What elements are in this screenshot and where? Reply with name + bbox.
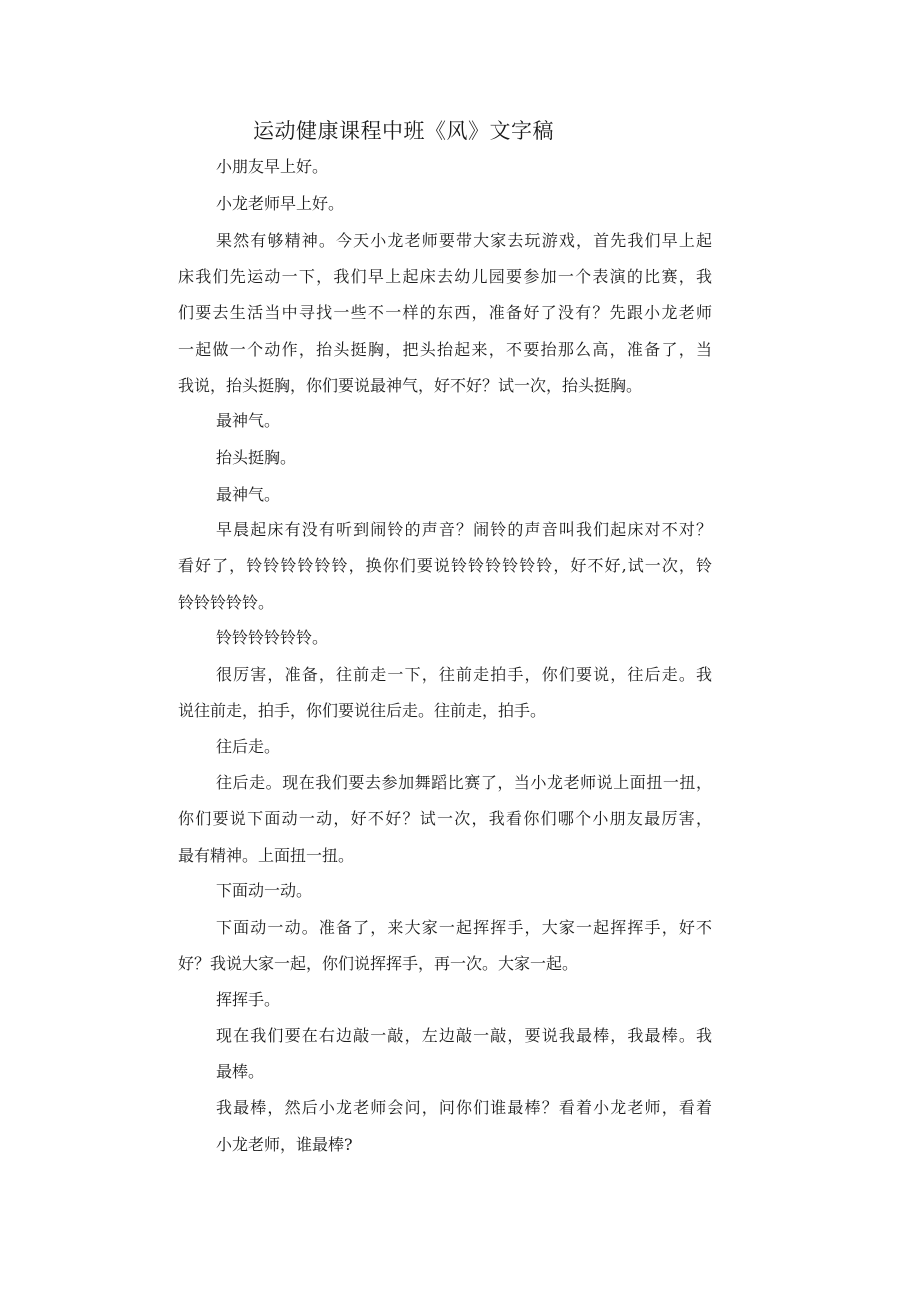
text-line: 床我们先运动一下，我们早上起床去幼儿园要参加一个表演的比赛，我 [178, 267, 712, 286]
text-line: 一起做一个动作，抬头挺胸，把头抬起来，不要抬那么高，准备了，当 [178, 340, 712, 359]
text-line: 你们要说下面动一动，好不好？试一次，我看你们哪个小朋友最厉害， [178, 809, 712, 828]
text-line: 说往前走，拍手，你们要说往后走。往前走，拍手。 [178, 701, 547, 720]
text-line: 下面动一动。准备了，来大家一起挥挥手，大家一起挥挥手，好不 [216, 918, 712, 937]
text-line: 早晨起床有没有听到闹铃的声音？闹铃的声音叫我们起床对不对？ [216, 520, 712, 539]
text-line: 最有精神。上面扭一扭。 [178, 846, 355, 865]
text-line: 小龙老师早上好。 [216, 194, 345, 213]
text-line: 往后走。现在我们要去参加舞蹈比赛了，当小龙老师说上面扭一扭， [216, 773, 712, 792]
text-line: 铃铃铃铃铃铃。 [216, 628, 329, 647]
document-title: 运动健康课程中班《风》文字稿 [253, 119, 554, 143]
text-line: 好？我说大家一起，你们说挥挥手，再一次。大家一起。 [178, 954, 579, 973]
text-line: 下面动一动。 [216, 881, 313, 900]
text-line: 抬头挺胸。 [216, 448, 297, 467]
text-line: 铃铃铃铃铃。 [178, 593, 275, 612]
text-line: 现在我们要在右边敲一敲，左边敲一敲，要说我最棒，我最棒。我 [216, 1026, 712, 1045]
text-line: 往后走。 [216, 737, 281, 756]
text-line: 看好了，铃铃铃铃铃铃，换你们要说铃铃铃铃铃铃，好不好,试一次，铃 [178, 556, 712, 575]
text-line: 最棒。 [216, 1062, 265, 1081]
text-line: 最神气。 [216, 411, 281, 430]
text-line: 小龙老师，谁最棒? [216, 1135, 353, 1154]
text-line: 小朋友早上好。 [216, 157, 329, 176]
text-line: 们要去生活当中寻找一些不一样的东西，准备好了没有？先跟小龙老师 [178, 303, 712, 322]
text-line: 我最棒，然后小龙老师会问，问你们谁最棒？看着小龙老师，看着 [216, 1098, 712, 1117]
text-line: 挥挥手。 [216, 990, 281, 1009]
text-line: 我说，抬头挺胸，你们要说最神气，好不好？试一次，抬头挺胸。 [178, 376, 643, 395]
text-line: 很厉害，准备，往前走一下，往前走拍手，你们要说，往后走。我 [216, 665, 712, 684]
text-line: 果然有够精神。今天小龙老师要带大家去玩游戏，首先我们早上起 [216, 231, 712, 250]
text-line: 最神气。 [216, 485, 281, 504]
